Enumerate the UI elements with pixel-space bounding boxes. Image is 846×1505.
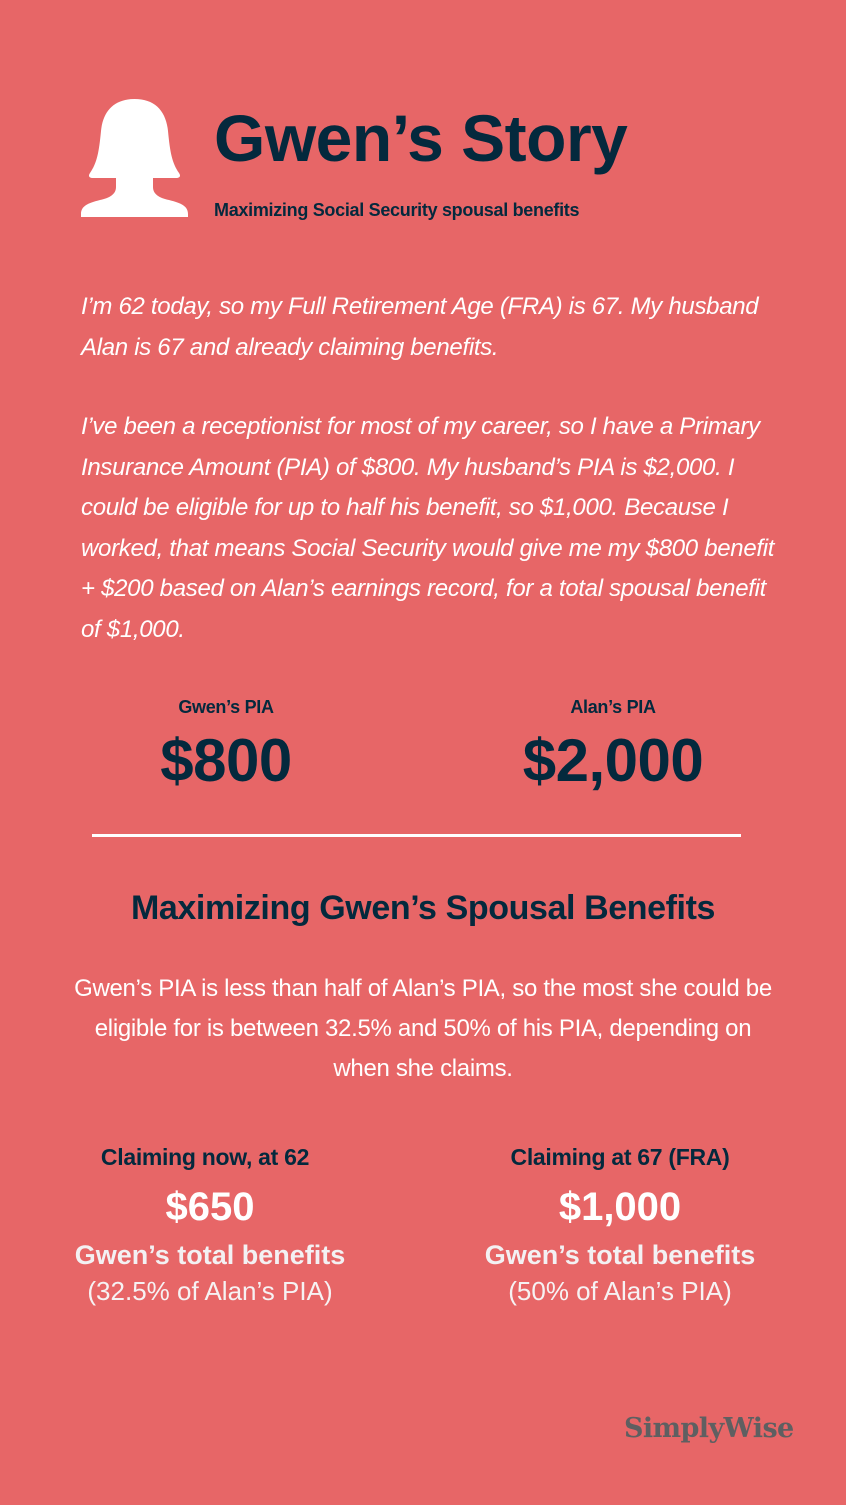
claim-fra-percent: (50% of Alan’s PIA)	[508, 1276, 732, 1306]
gwen-pia-value: $800	[160, 727, 292, 794]
claim-now-description: Gwen’s total benefits	[74, 1240, 346, 1270]
page-subtitle: Maximizing Social Security spousal benefits	[214, 200, 580, 220]
section-body: Gwen’s PIA is less than half of Alan’s PIA, so the most she could be eligible for is between 32.5% and 50% of his PIA, depending on when she claims.	[74, 975, 772, 1082]
story-paragraph-details: I’ve been a receptionist for most of my career, so I have a Primary Insurance Amount (PIA) of $800. My husband’s PIA is $2,000. I could be eligible for up to half his benefit, so $1,000. Because I worked, that means Social Security would give me my $800 benefit + $200 based on Alan’s earnings record, for a total spousal benefit of $1,000.	[81, 413, 775, 643]
claim-now-percent: (32.5% of Alan’s PIA)	[87, 1276, 333, 1306]
section-title: Maximizing Gwen’s Spousal Benefits	[130, 889, 716, 927]
claim-now-amount: $650	[165, 1185, 255, 1229]
gwen-pia-stat	[126, 696, 326, 796]
woman-silhouette-icon	[80, 97, 189, 218]
story-paragraph-intro: I’m 62 today, so my Full Retirement Age (FRA) is 67. My husband Alan is 67 and already claiming benefits.	[81, 293, 759, 361]
alan-pia-stat	[493, 696, 733, 796]
gwen-pia-label: Gwen’s PIA	[178, 697, 274, 717]
alan-pia-label: Alan’s PIA	[570, 697, 656, 717]
claim-fra-amount: $1,000	[558, 1185, 682, 1229]
claim-fra-label: Claiming at 67 (FRA)	[510, 1144, 730, 1170]
page-title: Gwen’s Story	[214, 101, 628, 175]
claim-fra-description: Gwen’s total benefits	[484, 1240, 756, 1270]
alan-pia-value: $2,000	[522, 727, 704, 794]
claim-option-fra	[460, 1142, 780, 1308]
section-divider	[92, 834, 741, 837]
brand-logo: SimplyWise	[624, 1413, 794, 1444]
claim-option-now	[40, 1142, 380, 1308]
claim-now-label: Claiming now, at 62	[100, 1144, 310, 1170]
